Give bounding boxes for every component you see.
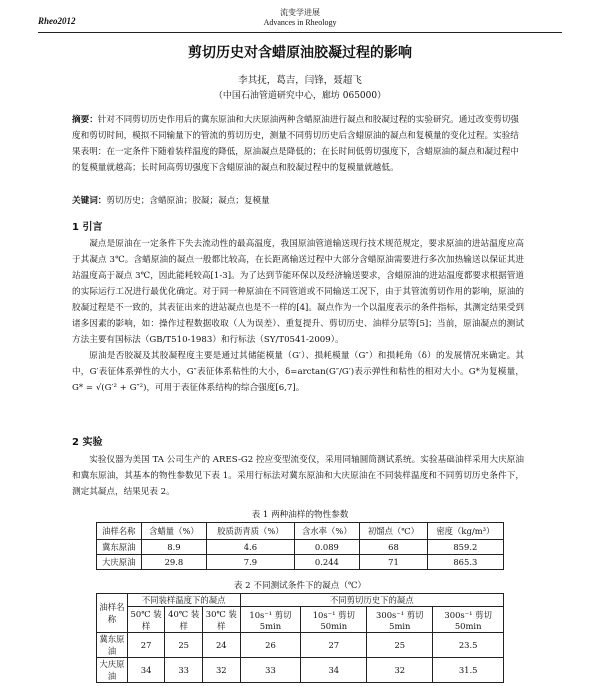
header-journal-en: Advances in Rheology (263, 18, 337, 27)
section-heading-intro: 1 引言 (72, 222, 103, 233)
table1-caption: 表 1 两种油样的物性参数 (251, 510, 349, 520)
table1-header-cell: 含蜡量（%） (141, 523, 207, 540)
abstract (72, 112, 524, 176)
table2-cell: 23.5 (433, 633, 504, 658)
section-heading-experiment: 2 实验 (72, 437, 103, 448)
table1-cell: 大庆原油 (97, 555, 142, 570)
table2-cell: 25 (165, 633, 203, 658)
table2-cell: 大庆原油 (97, 658, 128, 683)
table-row (97, 540, 504, 555)
table2-subheader-cell: 30℃ 装样 (202, 607, 240, 633)
table2-cell: 32 (367, 658, 433, 683)
table1-cell: 8.9 (141, 540, 207, 555)
table1 (96, 522, 504, 570)
header-journal-logo: Rheo2012 (38, 16, 76, 26)
table1-header-cell: 胶质沥青质（%） (207, 523, 294, 540)
table2-cell: 33 (240, 658, 301, 683)
table-row (97, 633, 504, 658)
table1-cell: 68 (360, 540, 427, 555)
table2-group-header: 不同剪切历史下的凝点 (240, 594, 503, 607)
table2-cell: 25 (367, 633, 433, 658)
table2-row-header: 油样名称 (97, 594, 128, 633)
table1-cell: 0.089 (294, 540, 360, 555)
table1-cell: 859.2 (427, 540, 503, 555)
table1-cell: 71 (360, 555, 427, 570)
table1-header-cell: 含水率（%） (294, 523, 360, 540)
table2-cell: 34 (301, 658, 367, 683)
header-journal (38, 8, 562, 28)
keywords-text: 剪切历史；含蜡原油；胶凝；凝点；复模量 (106, 196, 270, 206)
table2-group-row (97, 594, 504, 607)
table2-cell: 24 (202, 633, 240, 658)
table2-group-header: 不同装样温度下的凝点 (127, 594, 240, 607)
table2 (96, 593, 504, 683)
table1-cell: 冀东原油 (97, 540, 142, 555)
table1-header-cell: 油样名称 (97, 523, 142, 540)
table2-cell: 27 (127, 633, 165, 658)
table-row (97, 555, 504, 570)
experiment-paragraph-1: 实验仪器为美国 TA 公司生产的 ARES-G2 控应变型流变仪，采用同轴圆筒测试系统。实验基础油样采用大庆原油和冀东原油，其基本的物性参数见下表 1。采用行标法对冀东原油和大庆原油在不同装样温度和不同剪切历史条件下，测定其凝点，结果见表 2。 (72, 455, 524, 497)
keywords-label: 关键词： (72, 196, 107, 206)
table2-caption: 表 2 不同测试条件下的凝点（℃） (233, 581, 367, 591)
table1-header-row (97, 523, 504, 540)
table2-subheader-cell: 10s⁻¹ 剪切 50min (301, 607, 367, 633)
table2-subheader-cell: 300s⁻¹ 剪切 5min (367, 607, 433, 633)
table2-cell: 冀东原油 (97, 633, 128, 658)
table1-cell: 4.6 (207, 540, 294, 555)
table2-cell: 33 (165, 658, 203, 683)
table2-cell: 27 (301, 633, 367, 658)
table2-cell: 32 (202, 658, 240, 683)
keywords (72, 194, 524, 206)
table2-cell: 34 (127, 658, 165, 683)
authors: 李其抚，葛吉，闫锋，聂超飞 (238, 75, 362, 86)
table2-subheader-cell: 40℃ 装样 (165, 607, 203, 633)
table2-cell: 26 (240, 633, 301, 658)
table-row (97, 658, 504, 683)
experiment-body (72, 452, 524, 500)
table1-cell: 865.3 (427, 555, 503, 570)
table2-subheader-row (97, 607, 504, 633)
intro-paragraph-1: 凝点是原油在一定条件下失去流动性的最高温度，我国原油管道输送现行技术规范规定，要求原油的进站温度应高于其凝点 3℃。含蜡原油的凝点一般都比较高，在长距离输送过程中大部分含蜡原油需要进行多次加热输送以保证其进站温度高于凝点 3℃，因此能耗较高[1-3]。为了达到节能环保以及经济输送要求，含蜡原油的进站温度都要求根据管道的实际运行工况进行最优化确定。对于同一种原油在不同管道或不同输送工况下，由于其管流剪切作用的影响，原油的胶凝过程是不一致的，其表征出来的进站凝点也是不一样的[4]。凝点作为一个以温度表示的条件指标，其测定结果受到诸多因素的影响，如：操作过程数据收取（人为误差）、重复提升、剪切历史、油样分层等[5]；当前，原油凝点的测试方法主要有国标法（GB/T510-1983）和行标法（SY/T0541-2009）。 (72, 239, 524, 345)
table1-cell: 29.8 (141, 555, 207, 570)
intro-body (72, 236, 524, 396)
affiliation: （中国石油管道研究中心，廊坊 065000） (213, 91, 387, 101)
table2-subheader-cell: 300s⁻¹ 剪切 50min (433, 607, 504, 633)
intro-paragraph-2: 原油是否胶凝及其胶凝程度主要是通过其储能模量（G′）、损耗模量（G″）和损耗角（δ）的发展情况来确定。其中，G′表征体系弹性的大小，G″表征体系粘性的大小，δ=arctan(G″/G′)表示弹性和粘性的相对大小。G*为复模量，G* = √(G′² + G″²)，可用于表征体系结构的综合强度[6,7]。 (72, 351, 524, 393)
table2-subheader-cell: 50℃ 装样 (127, 607, 165, 633)
table2-subheader-cell: 10s⁻¹ 剪切 5min (240, 607, 301, 633)
table1-header-cell: 密度（kg/m³） (427, 523, 503, 540)
paper-title: 剪切历史对含蜡原油胶凝过程的影响 (188, 45, 412, 61)
abstract-label: 摘要： (72, 115, 98, 125)
abstract-text: 针对不同剪切历史作用后的冀东原油和大庆原油两种含蜡原油进行凝点和胶凝过程的实验研究。通过改变剪切强度和剪切时间，模拟不同输量下的管流的剪切历史，测量不同剪切历史后含蜡原油的凝点和复模量的变化过程。实验结果表明：在一定条件下随着装样温度的降低，原油凝点是降低的；在长时间低剪切强度下，含蜡原油的凝点和凝过程中的复模量就越高；长时间高剪切强度下含蜡原油的凝点和胶凝过程中的复模量就越低。 (72, 115, 519, 173)
table1-cell: 7.9 (207, 555, 294, 570)
table2-cell: 31.5 (433, 658, 504, 683)
table1-cell: 0.244 (294, 555, 360, 570)
header-journal-cn: 流变学进展 (280, 8, 320, 17)
page-header (38, 8, 562, 33)
table1-header-cell: 初馏点（℃） (360, 523, 427, 540)
